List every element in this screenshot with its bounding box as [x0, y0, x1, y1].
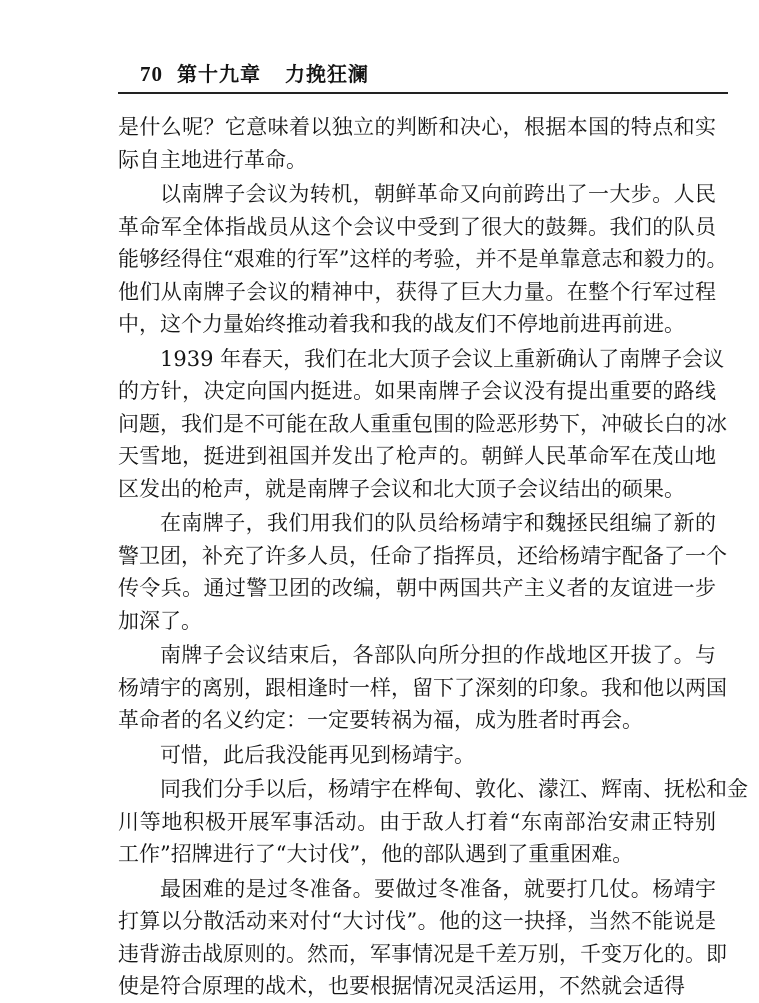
- text-line: 在南牌子，我们用我们的队员给杨靖宇和魏拯民组编了新的: [160, 511, 716, 535]
- text-line: 同我们分手以后，杨靖宇在桦甸、敦化、濛江、辉南、抚松和金: [160, 777, 748, 801]
- text-line: 是什么呢？它意味着以独立的判断和决心，根据本国的特点和实: [118, 115, 716, 139]
- text-line: 可惜，此后我没能再见到杨靖宇。: [160, 742, 475, 767]
- text-line: 最困难的是过冬准备。要做过冬准备，就要打几仗。杨靖宇: [160, 876, 716, 901]
- text-line: 的方针，决定向国内挺进。如果南牌子会议没有提出重要的路线: [118, 379, 716, 403]
- text-line: 南牌子会议结束后，各部队向所分担的作战地区开拔了。与: [160, 643, 716, 667]
- paragraph: [118, 343, 727, 506]
- page-number: 70: [140, 62, 163, 86]
- text-line: 警卫团，补充了许多人员，任命了指挥员，还给杨靖宇配备了一个: [118, 543, 727, 568]
- header-rule: [118, 92, 728, 94]
- text-line: 革命者的名义约定：一定要转祸为福，成为胜者时再会。: [118, 708, 643, 732]
- text-line: 革命军全体指战员从这个会议中受到了很大的鼓舞。我们的队员: [118, 214, 716, 239]
- text-line: 际自主地进行革命。: [118, 147, 307, 172]
- text-line: 川等地积极开展军事活动。由于敌人打着“东南部治安肃正特别: [118, 809, 716, 834]
- chapter-title: 力挽狂澜: [285, 62, 369, 86]
- text-line: 中，这个力量始终推动着我和我的战友们不停地前进再前进。: [118, 312, 685, 336]
- text-line: 天雪地，挺进到祖国并发出了枪声的。朝鲜人民革命军在茂山地: [118, 444, 716, 468]
- text-line: 工作”招牌进行了“大讨伐”，他的部队遇到了重重困难。: [118, 842, 634, 866]
- paragraph: [118, 873, 727, 1003]
- text-line: 杨靖宇的离别，跟相逢时一样，留下了深刻的印象。我和他以两国: [118, 675, 727, 700]
- text-line: 能够经得住“艰难的行军”这样的考验，并不是单靠意志和毅力的。: [118, 247, 728, 271]
- paragraph: [118, 178, 728, 341]
- text-line: 他们从南牌子会议的精神中，获得了巨大力量。在整个行军过程: [118, 279, 716, 304]
- text-line: 区发出的枪声，就是南牌子会议和北大顶子会议结出的硕果。: [118, 476, 685, 501]
- body-text: [118, 111, 748, 1003]
- running-header: [140, 58, 369, 90]
- paragraph: [118, 773, 748, 871]
- paragraph: [118, 639, 727, 737]
- paragraph: [118, 739, 716, 772]
- text-line: 使是符合原理的战术，也要根据情况灵活运用，不然就会适得: [118, 974, 685, 998]
- text-line: 1939 年春天，我们在北大顶子会议上重新确认了南牌子会议: [160, 346, 725, 371]
- text-line: 传令兵。通过警卫团的改编，朝中两国共产主义者的友谊进一步: [118, 576, 716, 600]
- paragraph: [118, 111, 716, 176]
- paragraph: [118, 507, 727, 637]
- chapter-number: 第十九章: [177, 62, 261, 86]
- text-line: 问题，我们是不可能在敌人重重包围的险恶形势下，冲破长白的冰: [118, 411, 727, 436]
- text-line: 违背游击战原则的。然而，军事情况是千差万别，千变万化的。即: [118, 941, 727, 966]
- text-line: 打算以分散活动来对付“大讨伐”。他的这一抉择，当然不能说是: [118, 909, 716, 933]
- text-line: 加深了。: [118, 608, 202, 633]
- text-line: 以南牌子会议为转机，朝鲜革命又向前跨出了一大步。人民: [160, 182, 716, 206]
